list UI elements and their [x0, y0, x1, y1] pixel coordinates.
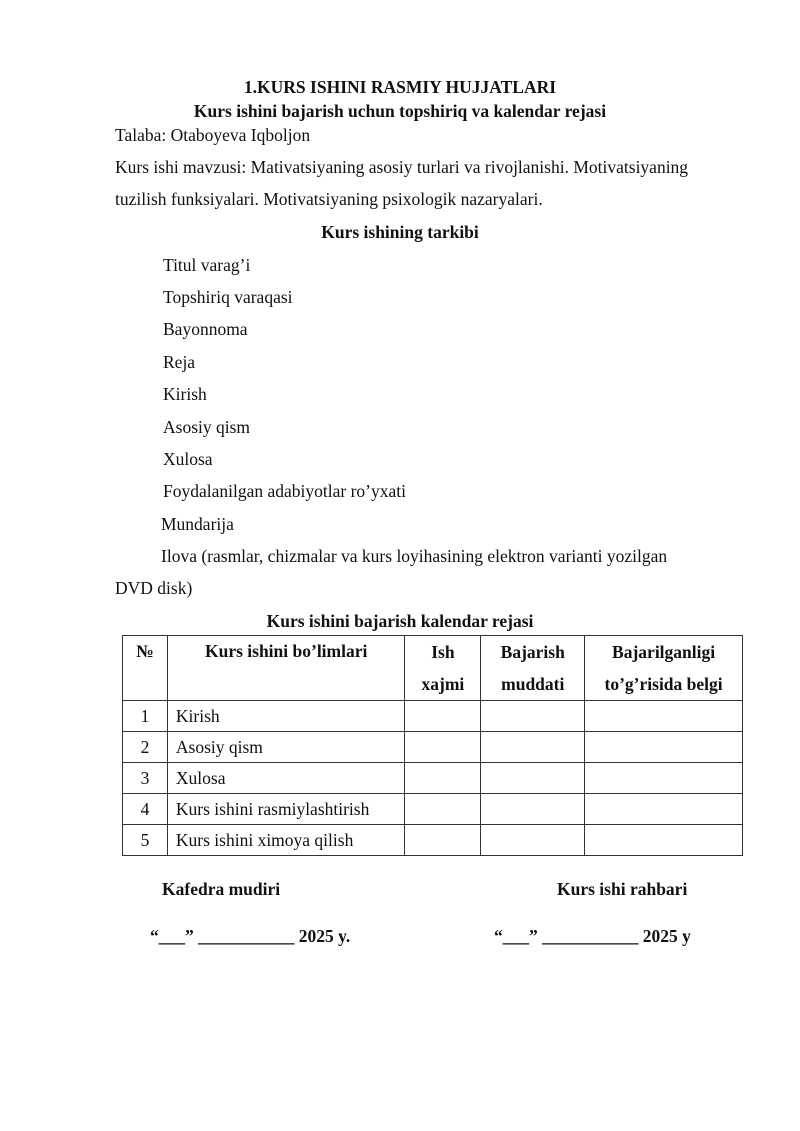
row-num: 5: [123, 825, 168, 856]
row-num: 4: [123, 794, 168, 825]
contents-item: Bayonnoma: [163, 319, 248, 339]
table-row: [123, 794, 743, 825]
row-num: 1: [123, 701, 168, 732]
contents-item: Mundarija: [161, 514, 234, 534]
topic-line-1: Kurs ishi mavzusi: Mativatsiyaning asosiy turlari va rivojlanishi. Motivatsiyaning: [115, 157, 689, 177]
document-subtitle: Kurs ishini bajarish uchun topshiriq va kalendar rejasi: [193, 101, 607, 121]
row-deadline-cell: [481, 825, 585, 856]
header-sections: Kurs ishini bo’limlari: [167, 636, 405, 701]
header-mark: [585, 636, 743, 701]
row-section: Asosiy qism: [167, 732, 405, 763]
row-mark-cell: [585, 763, 743, 794]
row-section: Xulosa: [167, 763, 405, 794]
row-mark-cell: [585, 794, 743, 825]
table-row: [123, 701, 743, 732]
signature-right-title: Kurs ishi rahbari: [557, 879, 688, 899]
contents-item: Topshiriq varaqasi: [163, 287, 293, 307]
row-deadline-cell: [481, 763, 585, 794]
row-deadline-cell: [481, 794, 585, 825]
contents-heading: Kurs ishining tarkibi: [321, 222, 479, 242]
header-deadline-line1: Bajarish: [500, 642, 565, 662]
row-volume-cell: [405, 732, 481, 763]
row-section: Kirish: [167, 701, 405, 732]
calendar-table: [122, 635, 743, 856]
row-num: 2: [123, 732, 168, 763]
contents-continuation: DVD disk): [115, 578, 193, 598]
row-deadline-cell: [481, 701, 585, 732]
row-deadline-cell: [481, 732, 585, 763]
row-section: Kurs ishini ximoya qilish: [167, 825, 405, 856]
header-deadline: [481, 636, 585, 701]
row-mark-cell: [585, 732, 743, 763]
header-volume-line1: Ish: [431, 642, 455, 662]
row-volume-cell: [405, 825, 481, 856]
row-volume-cell: [405, 763, 481, 794]
contents-item: Xulosa: [163, 449, 213, 469]
table-header-row: [123, 636, 743, 701]
signature-right-date: “___” ___________ 2025 y: [494, 926, 691, 946]
contents-item: Kirish: [163, 384, 207, 404]
header-volume: [405, 636, 481, 701]
contents-item: Ilova (rasmlar, chizmalar va kurs loyihasining elektron varianti yozilgan: [161, 546, 668, 566]
header-mark-line2: to’g’risida belgi: [604, 674, 723, 694]
table-title: Kurs ishini bajarish kalendar rejasi: [266, 611, 534, 631]
table-row: [123, 732, 743, 763]
contents-item: Titul varag’i: [163, 255, 251, 275]
row-section: Kurs ishini rasmiylashtirish: [167, 794, 405, 825]
row-mark-cell: [585, 701, 743, 732]
topic-line-2: tuzilish funksiyalari. Motivatsiyaning psixologik nazaryalari.: [115, 189, 543, 209]
contents-item: Asosiy qism: [163, 417, 251, 437]
row-volume-cell: [405, 701, 481, 732]
header-num: №: [123, 636, 168, 701]
table-row: [123, 763, 743, 794]
document-title: 1.KURS ISHINI RASMIY HUJJATLARI: [243, 77, 557, 97]
student-line: Talaba: Otaboyeva Iqboljon: [115, 125, 311, 145]
row-num: 3: [123, 763, 168, 794]
row-volume-cell: [405, 794, 481, 825]
header-deadline-line2: muddati: [501, 674, 565, 694]
row-mark-cell: [585, 825, 743, 856]
signature-left-date: “___” ___________ 2025 y.: [150, 926, 351, 946]
contents-item: Reja: [163, 352, 196, 372]
header-volume-line2: xajmi: [421, 674, 465, 694]
contents-item: Foydalanilgan adabiyotlar ro’yxati: [163, 481, 406, 501]
header-mark-line1: Bajarilganligi: [612, 642, 716, 662]
signature-left-title: Kafedra mudiri: [162, 879, 281, 899]
table-row: [123, 825, 743, 856]
